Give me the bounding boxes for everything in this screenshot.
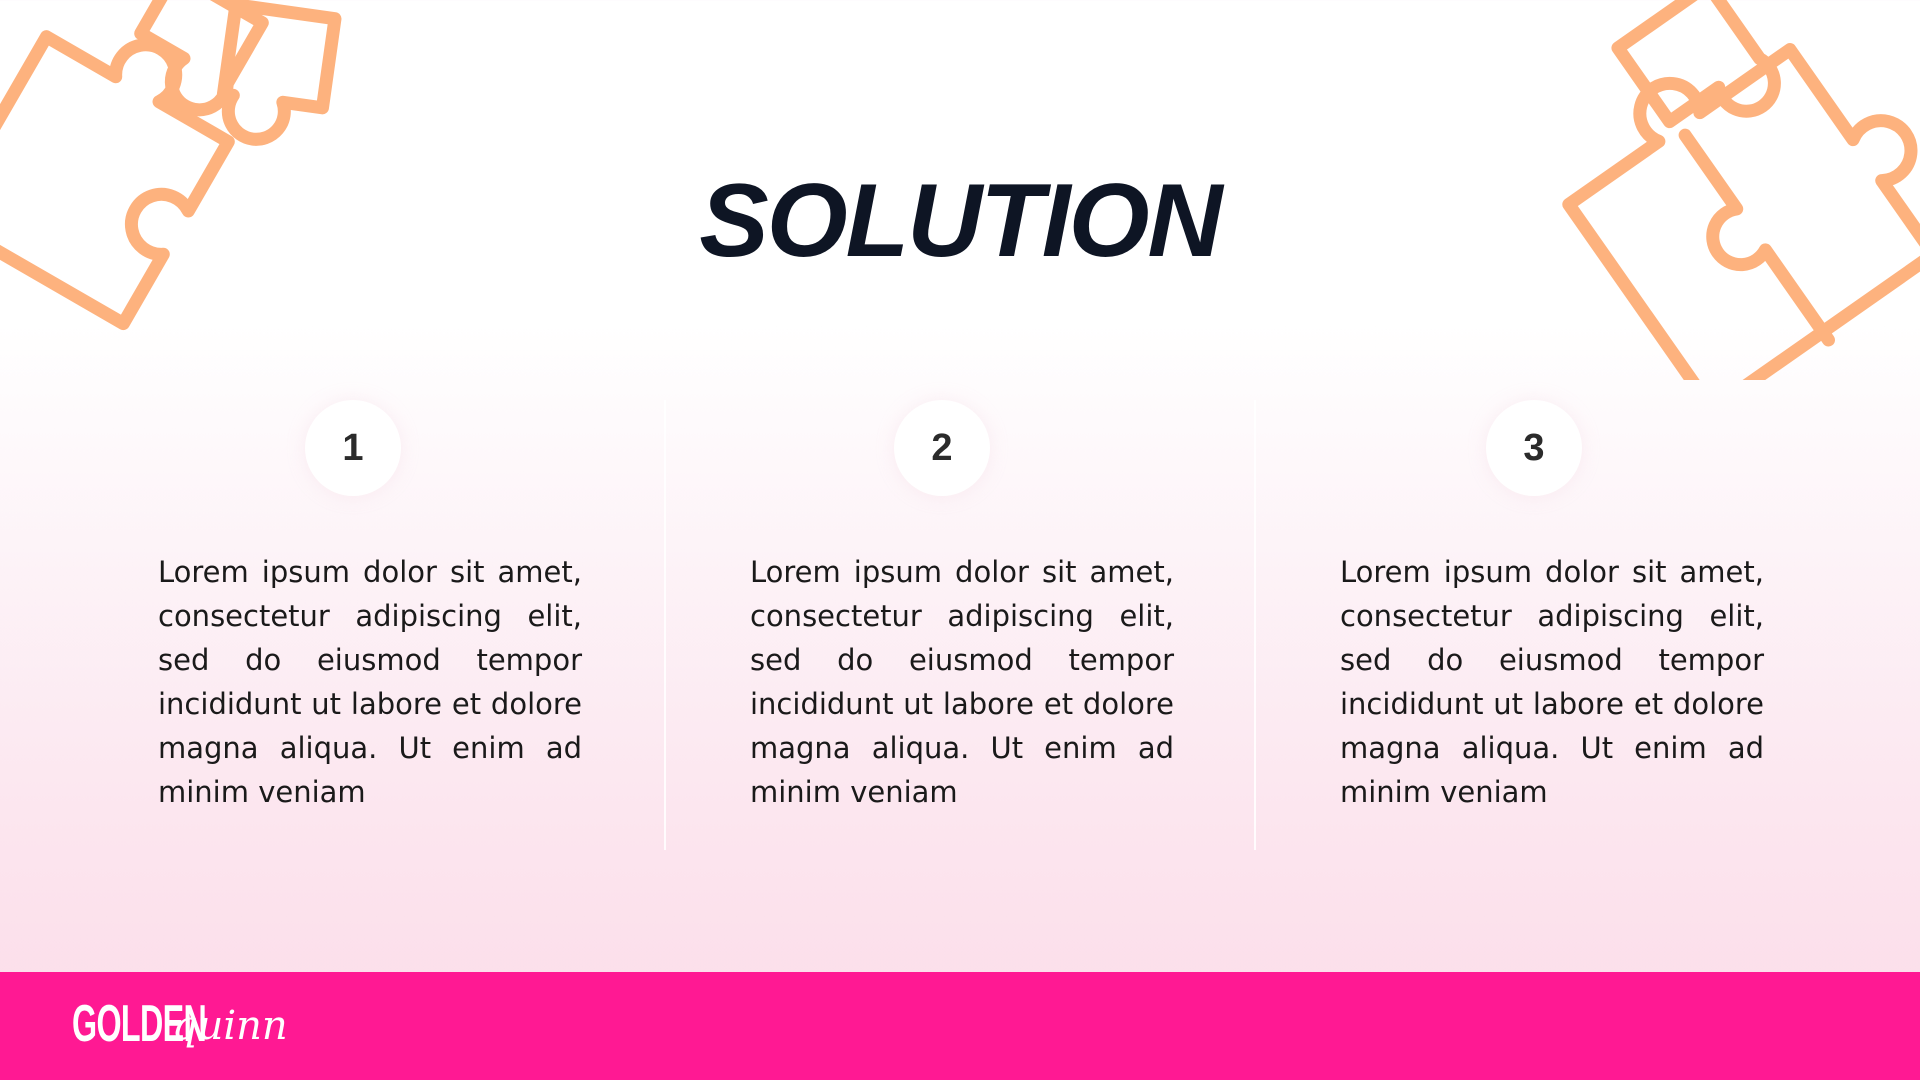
slide-title: SOLUTION [699,163,1221,279]
footer-bar [0,972,1920,1080]
solution-column-2 [664,400,1256,850]
step-number-badge: 2 [894,400,990,496]
brand-logo-script: quinn [172,1003,288,1049]
step-description: Lorem ipsum dolor sit amet, consectetur adipiscing elit, sed do eiusmod tempor incididunt ut labore et dolore magna aliqua. Ut enim ad minim veniam [750,555,1174,809]
step-description: Lorem ipsum dolor sit amet, consectetur adipiscing elit, sed do eiusmod tempor incididunt ut labore et dolore magna aliqua. Ut enim ad minim veniam [158,555,582,809]
step-description: Lorem ipsum dolor sit amet, consectetur adipiscing elit, sed do eiusmod tempor incididunt ut labore et dolore magna aliqua. Ut enim ad minim veniam [1340,555,1764,809]
solution-columns [0,400,1920,860]
solution-column-1 [0,400,590,850]
step-number-badge: 3 [1486,400,1582,496]
brand-logo-bold: GOLDEN [72,995,207,1053]
solution-column-3 [1254,400,1846,850]
step-number-badge: 1 [305,400,401,496]
brand-logo [72,986,332,1066]
